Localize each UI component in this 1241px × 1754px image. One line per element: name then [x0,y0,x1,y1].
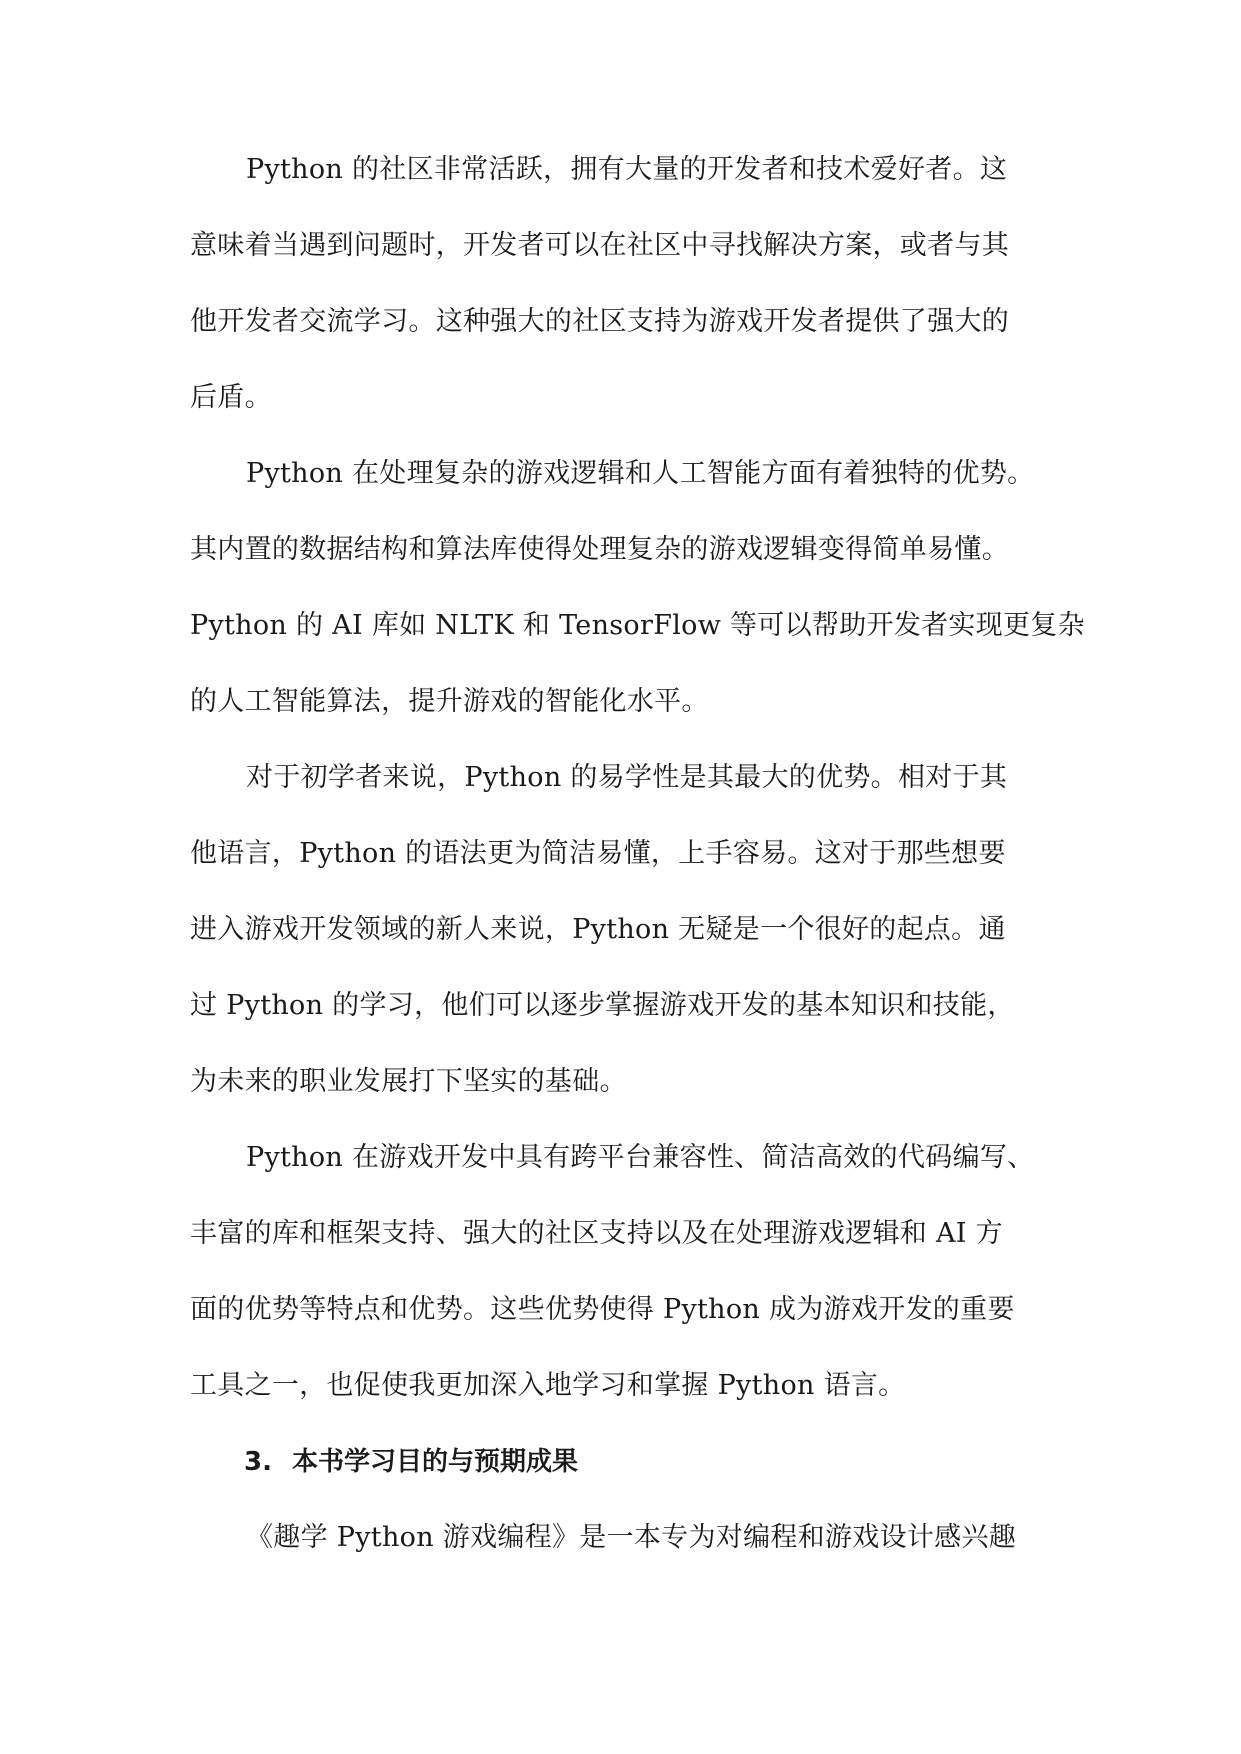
paragraph-4-line-2: 丰富的库和框架支持、强大的社区支持以及在处理游戏逻辑和 AI 方 [190,1218,1003,1249]
paragraph-1-line-2: 意味着当遇到问题时，开发者可以在社区中寻找解决方案，或者与其 [190,230,1009,261]
paragraph-3-line-1: 对于初学者来说，Python 的易学性是其最大的优势。相对于其 [246,762,1008,793]
paragraph-4-line-4: 工具之一，也促使我更加深入地学习和掌握 Python 语言。 [190,1370,906,1401]
section-heading-text: 本书学习目的与预期成果 [291,1447,578,1477]
section-heading [244,1444,578,1480]
paragraph-5-line-1: 《趣学 Python 游戏编程》是一本专为对编程和游戏设计感兴趣 [246,1522,1017,1553]
paragraph-3-line-3: 进入游戏开发领域的新人来说，Python 无疑是一个很好的起点。通 [190,914,1006,945]
paragraph-1-line-1: Python 的社区非常活跃，拥有大量的开发者和技术爱好者。这 [246,154,1008,185]
paragraph-2-line-4: 的人工智能算法，提升游戏的智能化水平。 [190,686,709,717]
paragraph-3-line-4: 过 Python 的学习，他们可以逐步掌握游戏开发的基本知识和技能， [190,990,1015,1021]
paragraph-1-line-4: 后盾。 [190,382,272,413]
section-heading-number: 3. [244,1447,272,1477]
paragraph-2-line-2: 其内置的数据结构和算法库使得处理复杂的游戏逻辑变得简单易懂。 [190,534,1009,565]
paragraph-2-line-3: Python 的 AI 库如 NLTK 和 TensorFlow 等可以帮助开发者实现更复杂 [190,610,1085,641]
paragraph-1-line-3: 他开发者交流学习。这种强大的社区支持为游戏开发者提供了强大的 [190,306,1009,337]
paragraph-3-line-5: 为未来的职业发展打下坚实的基础。 [190,1066,627,1097]
paragraph-4-line-1: Python 在游戏开发中具有跨平台兼容性、简洁高效的代码编写、 [246,1142,1035,1173]
paragraph-3-line-2: 他语言，Python 的语法更为简洁易懂，上手容易。这对于那些想要 [190,838,1006,869]
paragraph-4-line-3: 面的优势等特点和优势。这些优势使得 Python 成为游戏开发的重要 [190,1294,1015,1325]
paragraph-2-line-1: Python 在处理复杂的游戏逻辑和人工智能方面有着独特的优势。 [246,458,1035,489]
